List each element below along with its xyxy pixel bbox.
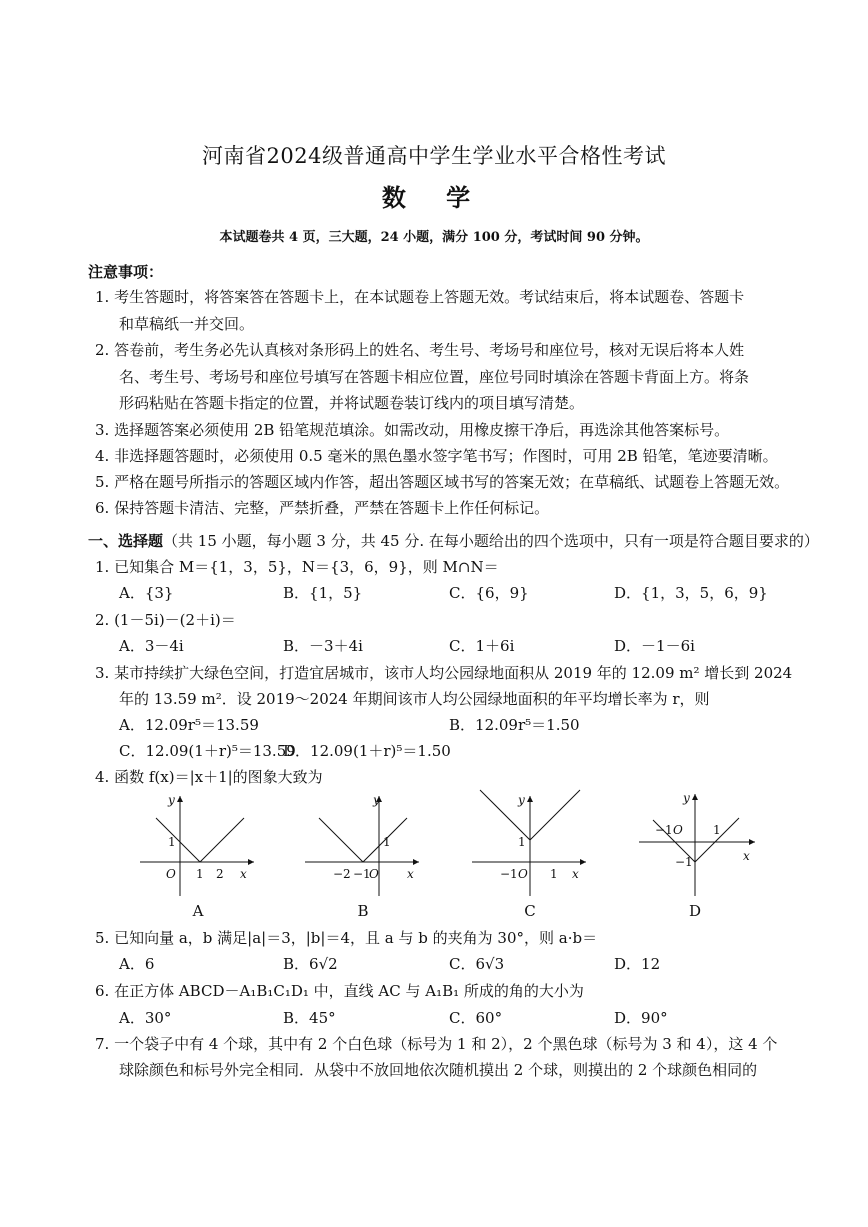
graph-a-label: A (192, 902, 204, 920)
q1-option-a: A．{3} (119, 584, 174, 602)
svg-text:2: 2 (216, 867, 224, 881)
q4-graph-c (450, 788, 610, 920)
question-6-stem: 6. 在正方体 ABCD－A₁B₁C₁D₁ 中，直线 AC 与 A₁B₁ 所成的角的大小为 (95, 982, 584, 1000)
q6-option-b: B．45° (283, 1009, 336, 1027)
svg-text:O: O (166, 867, 176, 881)
svg-text:−1: −1 (675, 855, 693, 869)
q6-option-d: D．90° (614, 1009, 668, 1027)
svg-text:1: 1 (383, 835, 391, 849)
q4-graph-a (118, 788, 278, 920)
question-2-stem: 2. (1－5i)－(2＋i)＝ (95, 611, 236, 629)
section-desc: （共 15 小题，每小题 3 分，共 45 分. 在每小题给出的四个选项中，只有一项是符合题目要求的） (163, 532, 819, 550)
notice-line: 6. 保持答题卡清洁、完整，严禁折叠，严禁在答题卡上作任何标记。 (95, 499, 550, 517)
svg-text:1: 1 (168, 835, 176, 849)
q2-option-c: C．1＋6i (449, 637, 515, 655)
svg-text:−1: −1 (500, 867, 518, 881)
graph-a-svg (118, 788, 278, 898)
svg-text:1: 1 (196, 867, 204, 881)
q5-option-b: B．6√2 (283, 955, 338, 973)
svg-text:−1: −1 (353, 867, 371, 881)
q5-option-c: C．6√3 (449, 955, 505, 973)
q2-option-a: A．3－4i (119, 637, 184, 655)
q6-option-a: A．30° (119, 1009, 172, 1027)
graph-c-label: C (524, 902, 536, 920)
question-7-stem-line2: 球除颜色和标号外完全相同．从袋中不放回地依次随机摸出 2 个球，则摸出的 2 个球颜色相同的 (119, 1061, 758, 1079)
svg-text:O: O (518, 867, 528, 881)
svg-text:1: 1 (713, 823, 721, 837)
graph-b-svg (283, 788, 443, 898)
question-5-stem: 5. 已知向量 a，b 满足|a|＝3，|b|＝4，且 a 与 b 的夹角为 30°，则 a·b＝ (95, 929, 598, 947)
exam-info: 本试题卷共 4 页，三大题，24 小题，满分 100 分，考试时间 90 分钟。 (219, 230, 649, 245)
question-1-stem: 1. 已知集合 M＝{1，3，5}，N＝{3，6，9}，则 M∩N＝ (95, 558, 499, 576)
q3-option-d: D．12.09(1＋r)⁵＝1.50 (283, 742, 451, 760)
q6-option-c: C．60° (449, 1009, 503, 1027)
notice-line: 4. 非选择题答题时，必须使用 0.5 毫米的黑色墨水签字笔书写；作图时，可用 2B 铅笔，笔迹要清晰。 (95, 447, 778, 465)
svg-text:−2: −2 (333, 867, 351, 881)
notice-line: 3. 选择题答案必须使用 2B 铅笔规范填涂。如需改动，用橡皮擦干净后，再选涂其他答案标号。 (95, 421, 730, 439)
q3-option-b: B．12.09r⁵＝1.50 (449, 716, 580, 734)
q5-option-a: A．6 (119, 955, 155, 973)
q3-option-a: A．12.09r⁵＝13.59 (119, 716, 259, 734)
graph-c-svg (450, 788, 610, 898)
notice-line: 2. 答卷前，考生务必先认真核对条形码上的姓名、考生号、考场号和座位号，核对无误后将本人姓 (95, 341, 745, 359)
question-7-stem-line1: 7. 一个袋子中有 4 个球，其中有 2 个白色球（标号为 1 和 2），2 个黑色球（标号为 3 和 4），这 4 个 (95, 1035, 778, 1053)
svg-text:y: y (168, 793, 175, 807)
svg-text:y: y (518, 793, 525, 807)
svg-text:y: y (683, 791, 690, 805)
graph-b-label: B (357, 902, 369, 920)
svg-text:O: O (673, 823, 683, 837)
exam-title: 河南省2024级普通高中学生学业水平合格性考试 (202, 144, 666, 168)
q2-option-d: D．－1－6i (614, 637, 695, 655)
q4-graph-b (283, 788, 443, 920)
svg-text:x: x (572, 867, 579, 881)
q1-option-c: C．{6，9} (449, 584, 529, 602)
section-title: 一、选择题 (88, 532, 164, 550)
section-heading (88, 530, 819, 551)
svg-text:O: O (369, 867, 379, 881)
q2-option-b: B．－3＋4i (283, 637, 363, 655)
q4-graph-d (615, 788, 775, 920)
question-4-stem: 4. 函数 f(x)＝|x＋1|的图象大致为 (95, 768, 323, 786)
q3-option-c: C．12.09(1＋r)⁵＝13.59 (119, 742, 296, 760)
graph-d-svg (615, 788, 775, 898)
svg-text:−1: −1 (655, 823, 673, 837)
question-3-stem-line1: 3. 某市持续扩大绿色空间，打造宜居城市，该市人均公园绿地面积从 2019 年的 12.09 m² 增长到 2024 (95, 664, 793, 682)
graph-d-label: D (688, 902, 702, 920)
question-3-stem-line2: 年的 13.59 m²．设 2019～2024 年期间该市人均公园绿地面积的年平均增长率为 r，则 (119, 690, 710, 708)
q1-option-b: B．{1，5} (283, 584, 363, 602)
notice-heading: 注意事项： (88, 263, 164, 281)
svg-text:x: x (743, 849, 750, 863)
svg-text:x: x (407, 867, 414, 881)
notice-line: 5. 严格在题号所指示的答题区域内作答，超出答题区域书写的答案无效；在草稿纸、试题卷上答题无效。 (95, 473, 790, 491)
svg-text:x: x (240, 867, 247, 881)
subject-title: 数 学 (381, 183, 487, 212)
notice-line: 1. 考生答题时，将答案答在答题卡上，在本试题卷上答题无效。考试结束后，将本试题卷、答题卡 (95, 288, 745, 306)
notice-line: 形码粘贴在答题卡指定的位置，并将试题卷装订线内的项目填写清楚。 (119, 394, 585, 412)
q1-option-d: D．{1，3，5，6，9} (614, 584, 768, 602)
svg-text:1: 1 (518, 835, 526, 849)
notice-line: 名、考生号、考场号和座位号填写在答题卡相应位置，座位号同时填涂在答题卡背面上方。将条 (119, 368, 750, 386)
svg-text:y: y (373, 793, 380, 807)
q5-option-d: D．12 (614, 955, 661, 973)
notice-line: 和草稿纸一并交回。 (119, 315, 255, 333)
svg-text:1: 1 (550, 867, 558, 881)
